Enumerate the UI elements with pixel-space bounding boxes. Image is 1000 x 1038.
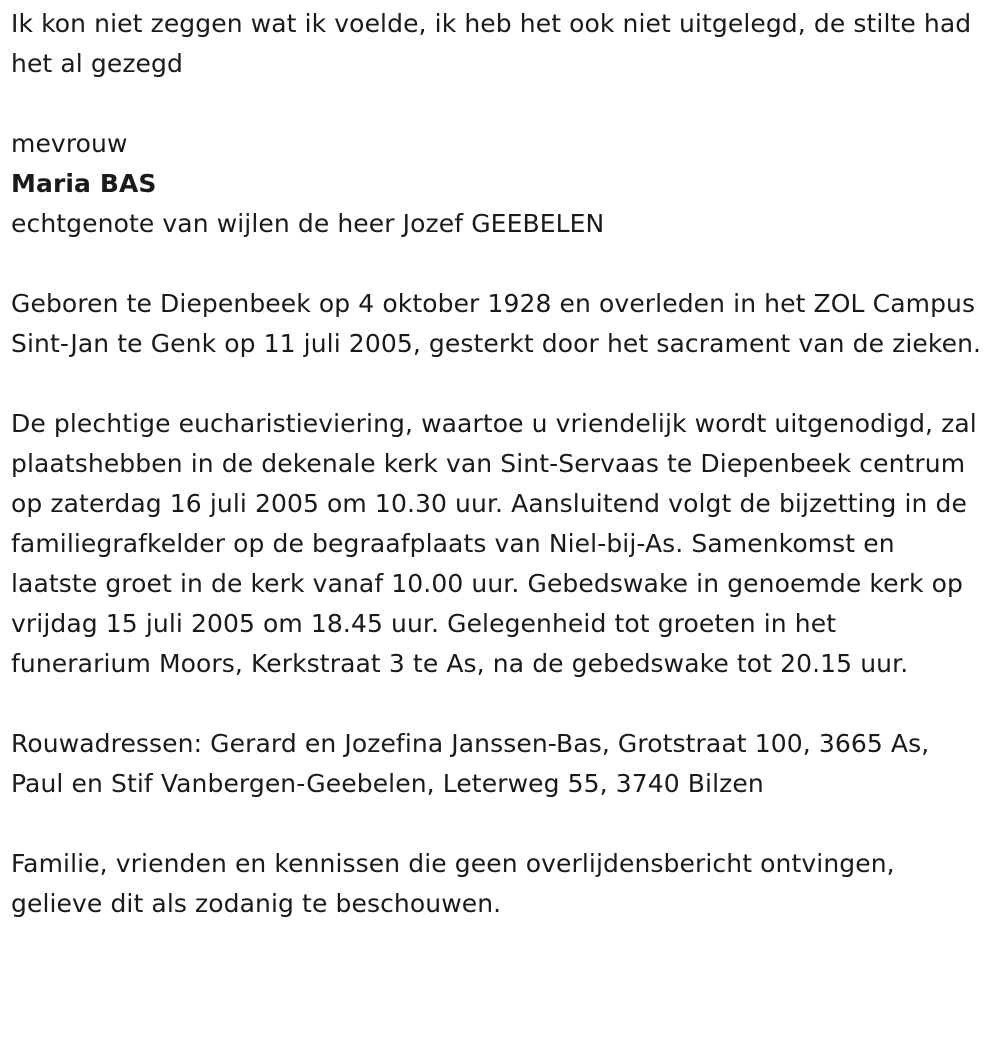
spacer [11, 684, 982, 724]
ceremony-paragraph: De plechtige eucharistieviering, waartoe u vriendelijk wordt uitgenodigd, zal plaatshebben in de dekenale kerk van Sint-Servaas te Diepenbeek centrum op zaterdag 16 juli 2005 om 10.30 uur. Aansluitend volgt de bijzetting in de familiegrafkelder op de begraafplaats van Niel-bij-As. Samenkomst en laatste groet in de kerk vanaf 10.00 uur. Gebedswake in genoemde kerk op vrijdag 15 juli 2005 om 18.45 uur. Gelegenheid tot groeten in het funerarium Moors, Kerkstraat 3 te As, na de gebedswake tot 20.15 uur. [11, 409, 977, 678]
birth-death-paragraph: Geboren te Diepenbeek op 4 oktober 1928 en overleden in het ZOL Campus Sint-Jan te Genk op 11 juli 2005, gesterkt door het sacrament van de zieken. [11, 289, 982, 358]
addresses-line-1: Rouwadressen: Gerard en Jozefina Janssen-Bas, Grotstraat 100, 3665 As, [11, 729, 930, 758]
deceased-name: Maria BAS [11, 169, 157, 198]
title-prefix: mevrouw [11, 129, 128, 158]
closing-paragraph: Familie, vrienden en kennissen die geen overlijdensbericht ontvingen, gelieve dit als zodanig te beschouwen. [11, 849, 895, 918]
spacer [11, 244, 982, 284]
spacer [11, 84, 982, 124]
addresses-line-2: Paul en Stif Vanbergen-Geebelen, Leterweg 55, 3740 Bilzen [11, 769, 764, 798]
spouse-line: echtgenote van wijlen de heer Jozef GEEBELEN [11, 209, 605, 238]
opening-quote: Ik kon niet zeggen wat ik voelde, ik heb het ook niet uitgelegd, de stilte had het al gezegd [11, 9, 972, 78]
spacer [11, 804, 982, 844]
spacer [11, 364, 982, 404]
